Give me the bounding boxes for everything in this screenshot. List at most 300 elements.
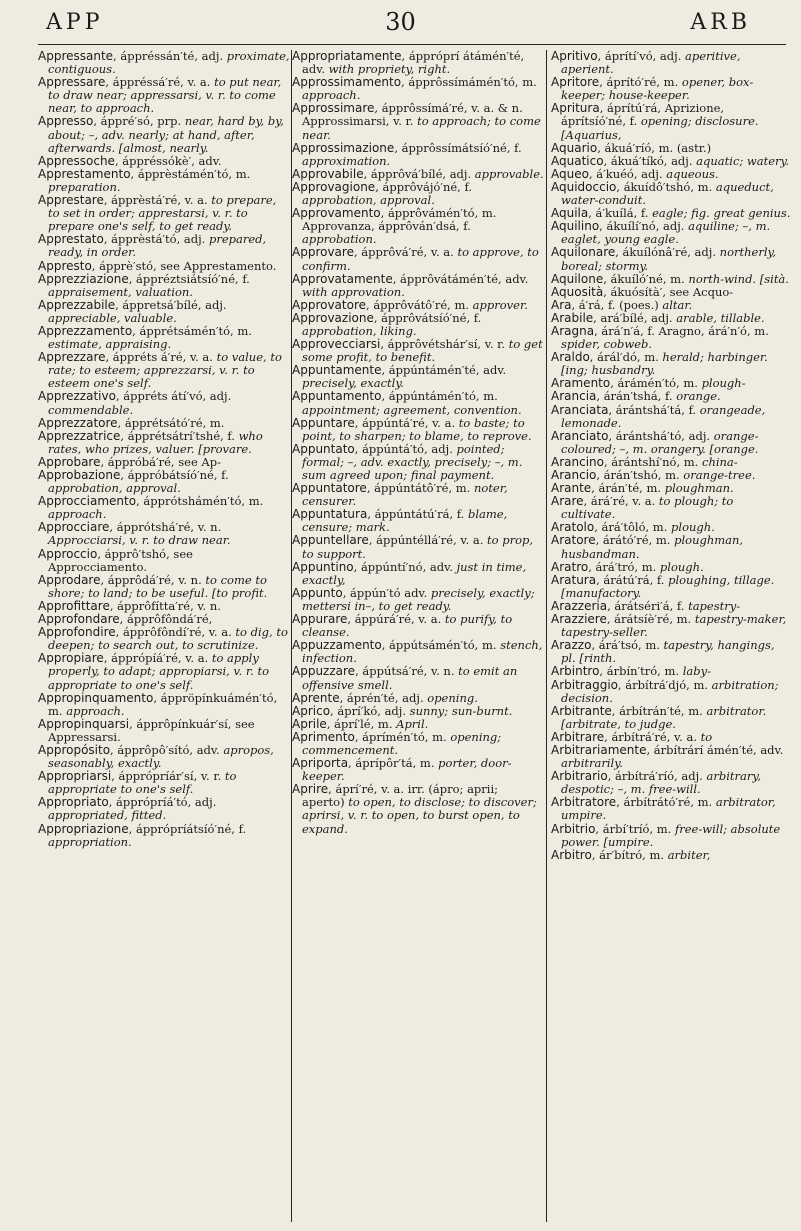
entry-pronunciation: , ápprópíá′ré, v. a. bbox=[103, 651, 209, 666]
entry-headword: Appunto bbox=[292, 585, 343, 600]
dictionary-entry bbox=[38, 351, 291, 390]
dictionary-entry bbox=[292, 613, 544, 639]
entry-headword: Arancino bbox=[551, 454, 604, 469]
entry-headword: Approdare bbox=[38, 572, 101, 587]
entry-gloss: to prop, to support. bbox=[302, 533, 534, 561]
entry-pronunciation: , áppúntéllá′ré, v. a. bbox=[368, 533, 484, 548]
entry-pronunciation: , árámén′tó, m. bbox=[610, 376, 698, 391]
entry-headword: Appropriarsi bbox=[38, 769, 112, 784]
entry-gloss: to dig, to deepen; to search out, to scrutinize. bbox=[48, 625, 288, 653]
entry-gloss: aquatic; watery. bbox=[696, 153, 790, 168]
entry-pronunciation: , ápprôssímátsíó′né, f. bbox=[394, 140, 522, 155]
entry-headword: Aprimento bbox=[292, 729, 355, 744]
entry-headword: Approfondire bbox=[38, 625, 116, 640]
entry-headword: Approvagione bbox=[292, 179, 376, 194]
entry-pronunciation: , áppúntá′tó, adj. bbox=[354, 441, 453, 456]
entry-gloss: arbitrator, umpire. bbox=[561, 795, 776, 823]
entry-gloss: orangeade, lemonade. bbox=[561, 402, 766, 430]
entry-headword: Appuntato bbox=[292, 441, 355, 456]
entry-gloss: commendable. bbox=[48, 402, 134, 417]
entry-gloss: plough. bbox=[659, 559, 704, 574]
entry-gloss: stench, infection. bbox=[302, 638, 543, 666]
entry-headword: Aratro bbox=[551, 559, 589, 574]
entry-gloss: April. bbox=[396, 716, 429, 731]
entry-headword: Approcciamento bbox=[38, 494, 137, 509]
entry-headword: Aratore bbox=[551, 533, 596, 548]
entry-gloss: appropriation. bbox=[48, 834, 132, 849]
entry-gloss: orange-tree. bbox=[683, 468, 756, 482]
entry-pronunciation: , áppróbátsíó′né, f. bbox=[120, 468, 229, 482]
entry-pronunciation: , ákuílónâ′ré, adj. bbox=[615, 245, 716, 260]
dictionary-entry bbox=[38, 796, 291, 822]
entry-gloss: pointed; formal; –, adv. exactly, precisely; –, m. sum agreed upon; final payment. bbox=[302, 441, 523, 482]
entry-pronunciation: , árátó′ré, m. bbox=[595, 533, 671, 548]
entry-pronunciation: , áprí′ré, v. a. irr. (ápro; aprii; aperto) bbox=[302, 782, 499, 810]
dictionary-entry bbox=[292, 534, 544, 560]
entry-pronunciation: , ápprétsátó′ré, m. bbox=[117, 415, 225, 430]
entry-pronunciation: , árbítrátó′ré, m. bbox=[616, 795, 713, 810]
entry-headword: Arbitratore bbox=[551, 795, 617, 810]
entry-gloss: arbitration; decision. bbox=[561, 677, 779, 705]
entry-pronunciation: , áppréts á′ré, v. a. bbox=[105, 350, 213, 365]
entry-gloss: approbation, approval. bbox=[48, 481, 181, 496]
entry-gloss: approximation. bbox=[302, 153, 391, 168]
entry-headword: Appropinquamento bbox=[38, 690, 154, 705]
entry-headword: Aprente bbox=[292, 690, 340, 705]
entry-pronunciation: , áppréssán′té, adj. bbox=[113, 50, 224, 63]
dictionary-entry bbox=[551, 50, 791, 76]
entry-headword: Arante bbox=[551, 481, 592, 496]
entry-headword: Apprezzamento bbox=[38, 323, 133, 338]
entry-gloss: Approcciarsi, v. r. to draw near. bbox=[48, 533, 231, 548]
entry-pronunciation: , ápprôfôndá′ré, bbox=[119, 612, 213, 627]
entry-pronunciation: , ápprôvátô′ré, m. bbox=[366, 297, 470, 312]
dictionary-entry bbox=[292, 482, 544, 508]
dictionary-entry bbox=[38, 233, 291, 259]
entry-gloss: appraisement, valuation. bbox=[48, 284, 193, 299]
entry-gloss: to approach; to come near. bbox=[302, 114, 541, 142]
entry-gloss: near, hard by, by, about; –, adv. nearly; at hand, after, afterwards. [almost, nearly. bbox=[48, 114, 284, 155]
dictionary-entry bbox=[292, 561, 544, 587]
entry-pronunciation: , árántshá′tá, f. bbox=[608, 402, 697, 417]
entry-pronunciation: , ákuídô′tshó, m. bbox=[616, 179, 713, 194]
entry-headword: Araldo bbox=[551, 350, 590, 365]
entry-gloss: opening. bbox=[427, 690, 478, 705]
entry-pronunciation: , ará′bílé, adj. bbox=[593, 310, 673, 325]
entry-headword: Appuntino bbox=[292, 559, 354, 574]
dictionary-entry bbox=[292, 417, 544, 443]
entry-gloss: to purify, to cleanse. bbox=[302, 612, 513, 640]
dictionary-entry bbox=[38, 823, 291, 849]
entry-headword: Arancia bbox=[551, 389, 597, 404]
entry-gloss: spider, cobweb. bbox=[561, 337, 653, 352]
entry-pronunciation: , ákuíló′né, m. bbox=[603, 271, 685, 286]
dictionary-entry bbox=[292, 757, 544, 783]
entry-headword: Aramento bbox=[551, 376, 611, 391]
entry-headword: Apprezzatrice bbox=[38, 428, 121, 443]
entry-pronunciation: , áppúntí′nó, adv. bbox=[353, 559, 453, 574]
entry-headword: Appressante bbox=[38, 50, 114, 63]
entry-pronunciation: , áppún′tó adv. bbox=[342, 585, 428, 600]
entry-gloss: to approve, to confirm. bbox=[302, 245, 539, 273]
header-right-guide-word: ARB bbox=[690, 10, 751, 35]
entry-gloss: approach. bbox=[66, 703, 125, 718]
entry-headword: Approfondare bbox=[38, 612, 120, 627]
entry-gloss: to baste; to point, to sharpen; to blame, to reprove. bbox=[302, 415, 532, 443]
entry-headword: Approbare bbox=[38, 454, 101, 469]
entry-gloss: who rates, who prizes, valuer. [provare. bbox=[48, 428, 263, 456]
entry-headword: Arazziere bbox=[551, 612, 607, 627]
entry-pronunciation: , áppréssá′ré, v. a. bbox=[105, 75, 211, 90]
entry-gloss: approbation. bbox=[302, 232, 377, 247]
entry-gloss: prepared, ready, in order. bbox=[48, 232, 267, 260]
entry-gloss: aqueduct, water-conduit. bbox=[561, 179, 774, 208]
entry-pronunciation: , áppröpínkuámén′tó, m. bbox=[48, 690, 278, 718]
entry-pronunciation: , áprítí′vó, adj. bbox=[597, 50, 682, 63]
entry-gloss: china- bbox=[702, 454, 738, 469]
entry-headword: Appropósito bbox=[38, 742, 111, 757]
entry-pronunciation: , áppútsá′ré, v. n. bbox=[355, 664, 455, 679]
entry-pronunciation: , árbítrá′djó, m. bbox=[618, 677, 709, 692]
entry-headword: Apriporta bbox=[292, 756, 349, 771]
entry-pronunciation: , ákuá′ríó, m. (astr.) bbox=[597, 140, 712, 155]
entry-headword: Aranciato bbox=[551, 428, 609, 443]
entry-gloss: orange. bbox=[676, 389, 721, 404]
entry-gloss: tapestry, hangings, pl. [rinth. bbox=[561, 638, 775, 666]
entry-headword: Appressare bbox=[38, 75, 106, 90]
entry-headword: Appresto bbox=[38, 258, 92, 273]
entry-headword: Ara bbox=[551, 297, 572, 312]
dictionary-entry bbox=[551, 705, 791, 731]
dictionary-entry bbox=[551, 574, 791, 600]
header-rule bbox=[38, 44, 786, 45]
entry-headword: Approvatamente bbox=[292, 271, 393, 286]
entry-pronunciation: , áppúntátú′rá, f. bbox=[367, 507, 465, 522]
dictionary-entry bbox=[551, 181, 791, 207]
dictionary-entry bbox=[292, 246, 544, 272]
dictionary-entry bbox=[551, 430, 791, 456]
entry-pronunciation: , árbítrá′ríó, adj. bbox=[607, 769, 703, 784]
entry-headword: Arbitrariamente bbox=[551, 742, 647, 757]
entry-headword: Approccio bbox=[38, 546, 98, 561]
dictionary-entry bbox=[551, 796, 791, 822]
entry-pronunciation: , árátséri′á, f. bbox=[607, 598, 685, 613]
entry-gloss: to open, to disclose; to discover; aprirsi, v. r. to open, to burst open, to expand. bbox=[302, 795, 537, 836]
entry-headword: Aprico bbox=[292, 703, 331, 718]
dictionary-entry bbox=[292, 665, 544, 691]
entry-pronunciation: , ápprétsátrí′tshé, f. bbox=[120, 428, 235, 443]
entry-headword: Apritivo bbox=[551, 50, 598, 63]
entry-headword: Apprezzativo bbox=[38, 389, 116, 404]
entry-pronunciation: , árá′tsó, m. bbox=[591, 638, 660, 653]
entry-headword: Approvabile bbox=[292, 166, 364, 181]
entry-pronunciation: , á′kuílá, f. bbox=[588, 206, 649, 221]
dictionary-entry bbox=[292, 338, 544, 364]
entry-gloss: approbation, liking. bbox=[302, 323, 417, 338]
entry-pronunciation: , árátsíè′ré, m. bbox=[606, 612, 692, 627]
dictionary-entry bbox=[551, 404, 791, 430]
entry-pronunciation: , árá′tôló, m. bbox=[594, 520, 668, 535]
dictionary-entry bbox=[551, 679, 791, 705]
entry-headword: Arbitrare bbox=[551, 729, 605, 744]
entry-pronunciation: , ár′bítró, m. bbox=[591, 847, 665, 862]
entry-headword: Appropriato bbox=[38, 795, 109, 810]
dictionary-entry bbox=[38, 194, 291, 233]
entry-gloss: to bbox=[700, 729, 713, 744]
entry-headword: Appropriatamente bbox=[292, 50, 402, 63]
entry-gloss: eagle; fig. great genius. bbox=[652, 206, 791, 221]
dictionary-entry bbox=[292, 783, 544, 835]
dictionary-entry bbox=[38, 626, 291, 652]
entry-headword: Aquilonare bbox=[551, 245, 616, 260]
page-header bbox=[0, 0, 801, 50]
entry-gloss: just in time, exactly, bbox=[302, 559, 527, 587]
dictionary-entry bbox=[38, 273, 291, 299]
entry-headword: Appuntatura bbox=[292, 507, 368, 522]
dictionary-entry bbox=[38, 574, 291, 600]
entry-pronunciation: , árál′dó, m. bbox=[589, 350, 659, 365]
entry-gloss: tapestry- bbox=[688, 598, 741, 613]
entry-gloss: precisely, exactly. bbox=[302, 376, 404, 391]
entry-headword: Aprile bbox=[292, 716, 327, 731]
entry-gloss: arable, tillable. bbox=[676, 310, 765, 325]
entry-gloss: to emit an offensive smell. bbox=[302, 664, 518, 692]
page-number: 30 bbox=[385, 8, 416, 36]
entry-gloss: opener, box-keeper; house-keeper. bbox=[561, 75, 754, 103]
entry-headword: Approssimare bbox=[292, 101, 375, 116]
entry-gloss: estimate, appraising. bbox=[48, 337, 172, 352]
entry-pronunciation: , árán′tshó, m. bbox=[596, 468, 680, 482]
dictionary-entry bbox=[551, 823, 791, 849]
entry-gloss: approbation, approval. bbox=[302, 193, 435, 208]
dictionary-entry bbox=[38, 469, 291, 495]
dictionary-entry bbox=[38, 718, 291, 744]
dictionary-entry bbox=[38, 548, 291, 574]
entry-pronunciation: , áprítú′rá, Aprizione, áprítsíó′né, f. bbox=[561, 101, 725, 129]
dictionary-entry bbox=[38, 770, 291, 796]
entry-pronunciation: , ápprè′stó, see Apprestamento. bbox=[91, 258, 277, 273]
entry-gloss: precisely, exactly; mettersi in–, to get ready. bbox=[302, 585, 535, 613]
entry-headword: Appuntamento bbox=[292, 389, 382, 404]
entry-pronunciation: , árántshí′nó, m. bbox=[603, 454, 699, 469]
entry-gloss: to prepare, to set in order; apprestarsi, v. r. to prepare one's self, to get ready. bbox=[48, 193, 277, 234]
entry-headword: Apritore bbox=[551, 75, 600, 90]
dictionary-entry bbox=[292, 312, 544, 338]
entry-headword: Arbitrio bbox=[551, 821, 596, 836]
entry-headword: Appropiare bbox=[38, 651, 104, 666]
entry-gloss: tapestry-maker, tapestry-seller. bbox=[561, 612, 787, 640]
entry-headword: Approvamento bbox=[292, 206, 381, 221]
dictionary-entry bbox=[551, 495, 791, 521]
dictionary-entry bbox=[292, 731, 544, 757]
entry-headword: Apritura bbox=[551, 101, 600, 116]
dictionary-entry bbox=[38, 744, 291, 770]
entry-gloss: plough. bbox=[671, 520, 715, 535]
entry-pronunciation: , árá′tró, m. bbox=[588, 559, 657, 574]
entry-gloss: to plough; to cultivate. bbox=[561, 494, 734, 522]
entry-pronunciation: , áppróbá′ré, see Ap- bbox=[100, 454, 221, 469]
entry-gloss: noter, censurer. bbox=[302, 481, 508, 509]
entry-pronunciation: , ápprôvétshár′sí, v. r. bbox=[380, 337, 506, 352]
entry-gloss: altar. bbox=[662, 297, 693, 312]
dictionary-entry bbox=[292, 102, 544, 141]
entry-headword: Appuzzamento bbox=[292, 638, 382, 653]
entry-gloss: preparation. bbox=[48, 179, 121, 194]
entry-pronunciation: , ápprôssímámén′tó, m. bbox=[401, 75, 537, 90]
entry-gloss: to come to shore; to land; to be useful. [to profit. bbox=[48, 572, 268, 600]
entry-gloss: with propriety, right. bbox=[328, 62, 451, 77]
entry-gloss: plough- bbox=[701, 376, 746, 391]
entry-pronunciation: , áppréts átí′vó, adj. bbox=[115, 389, 232, 404]
entry-gloss: orange-coloured; –, m. orangery. [orange. bbox=[561, 428, 759, 456]
entry-pronunciation: , ápprôpínkuár′sí, see Appressarsi. bbox=[48, 716, 255, 744]
entry-headword: Apprezziazione bbox=[38, 271, 129, 286]
entry-headword: Arbitrario bbox=[551, 769, 608, 784]
entry-pronunciation: , árá′n′á, f. Aragno, árá′n′ó, m. bbox=[594, 323, 769, 338]
entry-pronunciation: , ápprôssímá′ré, v. a. & n. Approssimarsi, v. r. bbox=[302, 101, 523, 129]
entry-gloss: aperitive, aperient. bbox=[561, 50, 741, 77]
entry-headword: Approfittare bbox=[38, 598, 110, 613]
dictionary-entry bbox=[292, 207, 544, 246]
entry-pronunciation: , ápprótshá′ré, v. n. bbox=[109, 520, 222, 535]
entry-headword: Appressoche bbox=[38, 153, 115, 168]
entry-pronunciation: , ápprôvájó′né, f. bbox=[375, 179, 472, 194]
entry-pronunciation: , ákuá′tíkó, adj. bbox=[603, 153, 693, 168]
entry-pronunciation: , árbín′tró, m. bbox=[599, 664, 680, 679]
entry-gloss: blame, censure; mark. bbox=[302, 507, 508, 535]
entry-headword: Appropinquarsi bbox=[38, 716, 130, 731]
entry-headword: Approbazione bbox=[38, 468, 121, 482]
entry-headword: Arancio bbox=[551, 468, 597, 482]
dictionary-entry bbox=[38, 692, 291, 718]
entry-pronunciation: , árbí′tríó, m. bbox=[595, 821, 672, 836]
entry-headword: Aquila bbox=[551, 206, 589, 221]
entry-pronunciation: , áppretsá′bílé, adj. bbox=[115, 297, 227, 312]
entry-pronunciation: , ákuósítà′, see Acquo- bbox=[603, 284, 734, 299]
entry-gloss: arbitrarily. bbox=[561, 756, 623, 771]
dictionary-entry bbox=[38, 390, 291, 416]
dictionary-entry bbox=[551, 534, 791, 560]
entry-gloss: north-wind. [sità. bbox=[688, 271, 789, 286]
dictionary-entry bbox=[38, 430, 291, 456]
entry-headword: Aragna bbox=[551, 323, 595, 338]
entry-gloss: arbitrator. [arbitrate, to judge. bbox=[561, 703, 767, 731]
dictionary-entry bbox=[292, 443, 544, 482]
entry-gloss: northerly, boreal; stormy. bbox=[561, 245, 777, 273]
entry-pronunciation: , áprímén′tó, m. bbox=[354, 729, 447, 744]
entry-pronunciation: , á′rá, f. (poes.) bbox=[571, 297, 659, 312]
entry-headword: Approvazione bbox=[292, 310, 374, 325]
entry-pronunciation: , ápprèstá′tó, adj. bbox=[103, 232, 206, 247]
entry-pronunciation: , áppúntámén′tó, m. bbox=[381, 389, 498, 404]
entry-headword: Appropriazione bbox=[38, 821, 129, 836]
entry-headword: Aquosità bbox=[551, 284, 604, 299]
entry-pronunciation: , árbítrán′té, m. bbox=[611, 703, 703, 718]
entry-headword: Aquilino bbox=[551, 219, 600, 234]
entry-headword: Approssimamento bbox=[292, 75, 402, 90]
entry-pronunciation: , ápprôfítta′ré, v. n. bbox=[109, 598, 221, 613]
entry-headword: Arare bbox=[551, 494, 584, 509]
entry-gloss: herald; harbinger. [ing; husbandry. bbox=[561, 350, 768, 378]
entry-headword: Aprire bbox=[292, 782, 329, 797]
dictionary-entry bbox=[551, 325, 791, 351]
entry-pronunciation: , ápprôpô′sító, adv. bbox=[110, 742, 220, 757]
entry-pronunciation: , árá′ré, v. a. bbox=[583, 494, 656, 509]
column-divider bbox=[546, 50, 547, 1222]
entry-pronunciation: , ápprôvámén′tó, m. Approvanza, ápprôván′dsá, f. bbox=[302, 206, 497, 234]
entry-gloss: with approvation. bbox=[302, 284, 405, 299]
entry-pronunciation: , ápprôvá′ré, v. a. bbox=[353, 245, 454, 260]
dictionary-entry bbox=[38, 652, 291, 691]
entry-headword: Arbitrante bbox=[551, 703, 612, 718]
dictionary-entry bbox=[292, 181, 544, 207]
entry-gloss: appreciable, valuable. bbox=[48, 310, 177, 325]
entry-headword: Aratolo bbox=[551, 520, 595, 535]
entry-headword: Apprezzare bbox=[38, 350, 106, 365]
entry-pronunciation: , áprí′lé, m. bbox=[326, 716, 393, 731]
entry-headword: Appuntamente bbox=[292, 363, 382, 378]
entry-gloss: proximate, contiguous. bbox=[48, 50, 290, 77]
dictionary-entry bbox=[38, 299, 291, 325]
entry-headword: Approvecciarsi bbox=[292, 337, 381, 352]
entry-pronunciation: , ápprèstá′ré, v. a. bbox=[103, 193, 208, 208]
entry-gloss: to get some profit, to benefit. bbox=[302, 337, 543, 365]
entry-gloss: approach. bbox=[302, 88, 361, 103]
entry-headword: Aquatico bbox=[551, 153, 604, 168]
entry-headword: Appuzzare bbox=[292, 664, 356, 679]
entry-gloss: sunny; sun-burnt. bbox=[409, 703, 513, 718]
column-1 bbox=[38, 50, 291, 1220]
entry-headword: Aranciata bbox=[551, 402, 609, 417]
entry-gloss: approvable. bbox=[474, 166, 544, 181]
dictionary-entry bbox=[551, 639, 791, 665]
entry-gloss: opening; disclosure. [Aquarius, bbox=[561, 114, 759, 142]
entry-gloss: appropriated, fitted. bbox=[48, 808, 167, 823]
dictionary-entry bbox=[38, 168, 291, 194]
dictionary-entry bbox=[551, 744, 791, 770]
entry-pronunciation: , ápprôvátámén′té, adv. bbox=[392, 271, 529, 286]
dictionary-entry bbox=[551, 246, 791, 272]
dictionary-entry bbox=[551, 351, 791, 377]
entry-headword: Approcciare bbox=[38, 520, 110, 535]
entry-gloss: aqueous. bbox=[666, 166, 719, 181]
entry-pronunciation: , ápprétsámén′tó, m. bbox=[132, 323, 252, 338]
entry-gloss: laby- bbox=[682, 664, 711, 679]
dictionary-entry bbox=[38, 521, 291, 547]
entry-headword: Approssimazione bbox=[292, 140, 395, 155]
entry-headword: Appresso bbox=[38, 114, 94, 129]
entry-pronunciation: , árántshá′tó, adj. bbox=[608, 428, 711, 443]
entry-pronunciation: , áppúntámén′té, adv. bbox=[381, 363, 507, 378]
entry-pronunciation: , ápprópríátsíó′né, f. bbox=[128, 821, 247, 836]
entry-gloss: to put near, to draw near; appressarsi, v. r. to come near, to approach. bbox=[48, 75, 282, 116]
entry-headword: Arbitraggio bbox=[551, 677, 618, 692]
entry-pronunciation: , árátú′rá, f. bbox=[596, 572, 665, 587]
entry-pronunciation: , ápprótshámén′tó, m. bbox=[136, 494, 264, 509]
entry-gloss: apropos, seasonably, exactly. bbox=[48, 742, 274, 771]
entry-gloss: ploughman, husbandman. bbox=[561, 533, 744, 561]
entry-headword: Arbintro bbox=[551, 664, 600, 679]
entry-pronunciation: , áppúntá′ré, v. a. bbox=[354, 415, 456, 430]
entry-headword: Arazzo bbox=[551, 638, 592, 653]
entry-pronunciation: , ákuílí′nó, adj. bbox=[599, 219, 685, 234]
entry-headword: Apprezzabile bbox=[38, 297, 116, 312]
entry-pronunciation: , áppúntátô′ré, m. bbox=[366, 481, 471, 496]
entry-pronunciation: , á′kuéó, adj. bbox=[588, 166, 663, 181]
entry-headword: Apprestamento bbox=[38, 166, 131, 181]
entry-pronunciation: , árbítrá′ré, v. a. bbox=[604, 729, 697, 744]
header-left-guide-word: APP bbox=[46, 10, 104, 35]
